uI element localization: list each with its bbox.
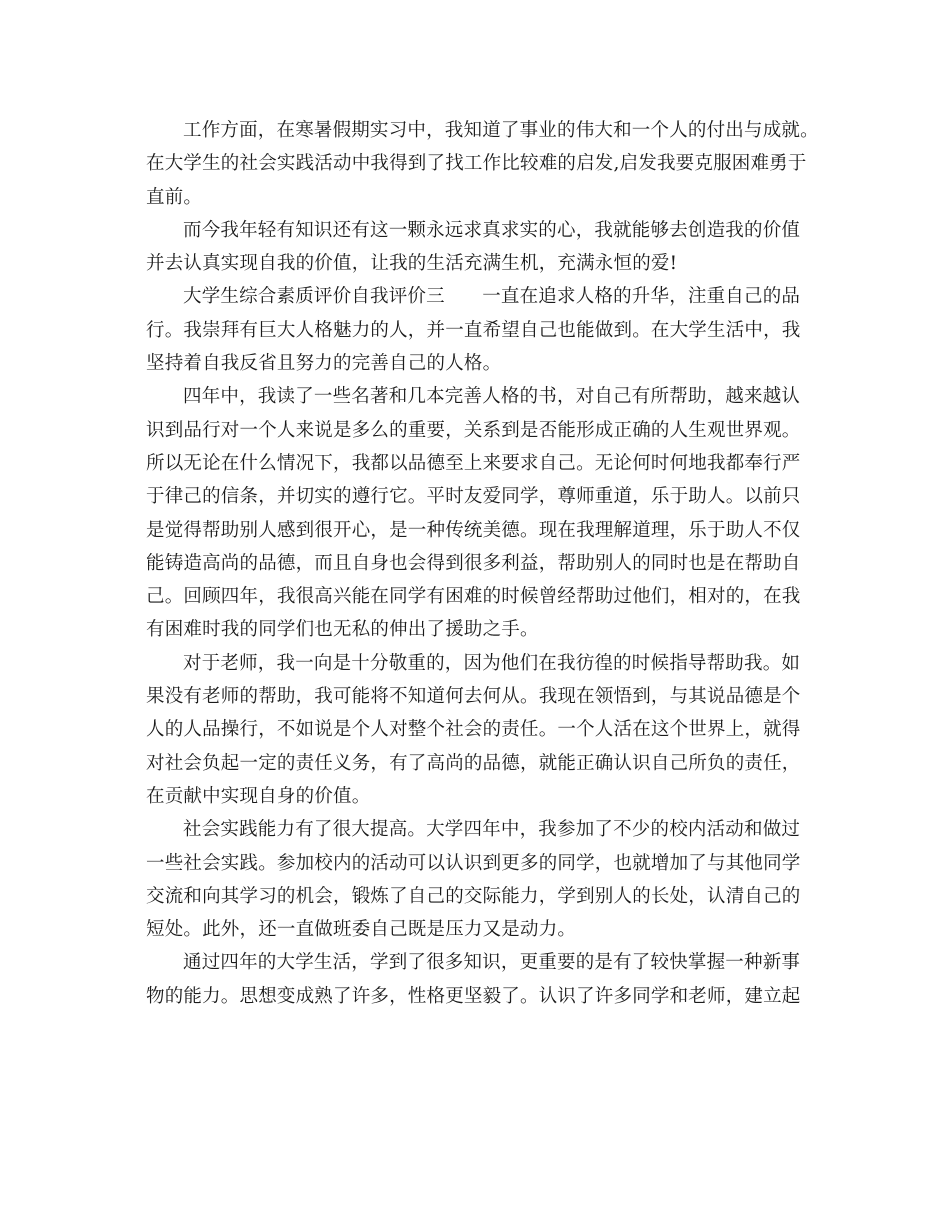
text-line: 对社会负起一定的责任义务，有了高尚的品德，就能正确认识自己所负的责任， — [146, 752, 801, 774]
text-line: 物的能力。思想变成熟了许多，性格更坚毅了。认识了许多同学和老师，建立起 — [146, 985, 801, 1007]
text-line: 能铸造高尚的品德，而且自身也会得到很多利益，帮助别人的同时也是在帮助自 — [146, 552, 801, 574]
text-line: 所以无论在什么情况下，我都以品德至上来要求自己。无论何时何地我都奉行严 — [146, 452, 801, 474]
text-line: 通过四年的大学生活，学到了很多知识，更重要的是有了较快掌握一种新事 — [183, 952, 801, 974]
text-line: 并去认真实现自我的价值，让我的生活充满生机，充满永恒的爱! — [146, 253, 678, 275]
text-line: 工作方面，在寒暑假期实习中，我知道了事业的伟大和一个人的付出与成就。 — [183, 120, 819, 141]
text-line: 是觉得帮助别人感到很开心，是一种传统美德。现在我理解道理，乐于助人不仅 — [146, 519, 801, 541]
text-line: 交流和向其学习的机会，锻炼了自己的交际能力，学到别人的长处，认清自己的 — [146, 885, 801, 907]
text-line: 有困难时我的同学们也无私的伸出了援助之手。 — [146, 619, 539, 641]
text-line: 人的人品操行，不如说是个人对整个社会的责任。一个人活在这个世界上，就得 — [146, 719, 801, 741]
text-line: 在贡献中实现自身的价值。 — [146, 785, 371, 807]
text-line: 短处。此外，还一直做班委自己既是压力又是动力。 — [146, 919, 577, 941]
text-line: 己。回顾四年，我很高兴能在同学有困难的时候曾经帮助过他们，相对的，在我 — [146, 586, 801, 608]
text-line: 在大学生的社会实践活动中我得到了找工作比较难的启发,启发我要克服困难勇于 — [146, 153, 807, 175]
text-line: 行。我崇拜有巨大人格魅力的人，并一直希望自己也能做到。在大学生活中，我 — [146, 319, 801, 341]
text-line: 识到品行对一个人来说是多么的重要，关系到是否能形成正确的人生观世界观。 — [146, 419, 801, 441]
text-line: 一些社会实践。参加校内的活动可以认识到更多的同学，也就增加了与其他同学 — [146, 852, 801, 874]
text-line: 于律己的信条，并切实的遵行它。平时友爱同学，尊师重道，乐于助人。以前只 — [146, 486, 801, 508]
document-body — [146, 114, 819, 1013]
text-line: 社会实践能力有了很大提高。大学四年中，我参加了不少的校内活动和做过 — [183, 819, 801, 841]
text-line: 果没有老师的帮助，我可能将不知道何去何从。我现在领悟到，与其说品德是个 — [146, 686, 801, 708]
text-line: 四年中，我读了一些名著和几本完善人格的书，对自己有所帮助，越来越认 — [183, 386, 801, 408]
text-line: 对于老师，我一向是十分敬重的，因为他们在我彷徨的时候指导帮助我。如 — [183, 652, 801, 674]
text-line: 而今我年轻有知识还有这一颗永远求真求实的心，我就能够去创造我的价值 — [183, 219, 801, 241]
text-line: 大学生综合素质评价自我评价三 一直在追求人格的升华，注重自己的品 — [183, 286, 801, 308]
text-line: 坚持着自我反省且努力的完善自己的人格。 — [146, 353, 502, 375]
text-line: 直前。 — [146, 186, 203, 208]
